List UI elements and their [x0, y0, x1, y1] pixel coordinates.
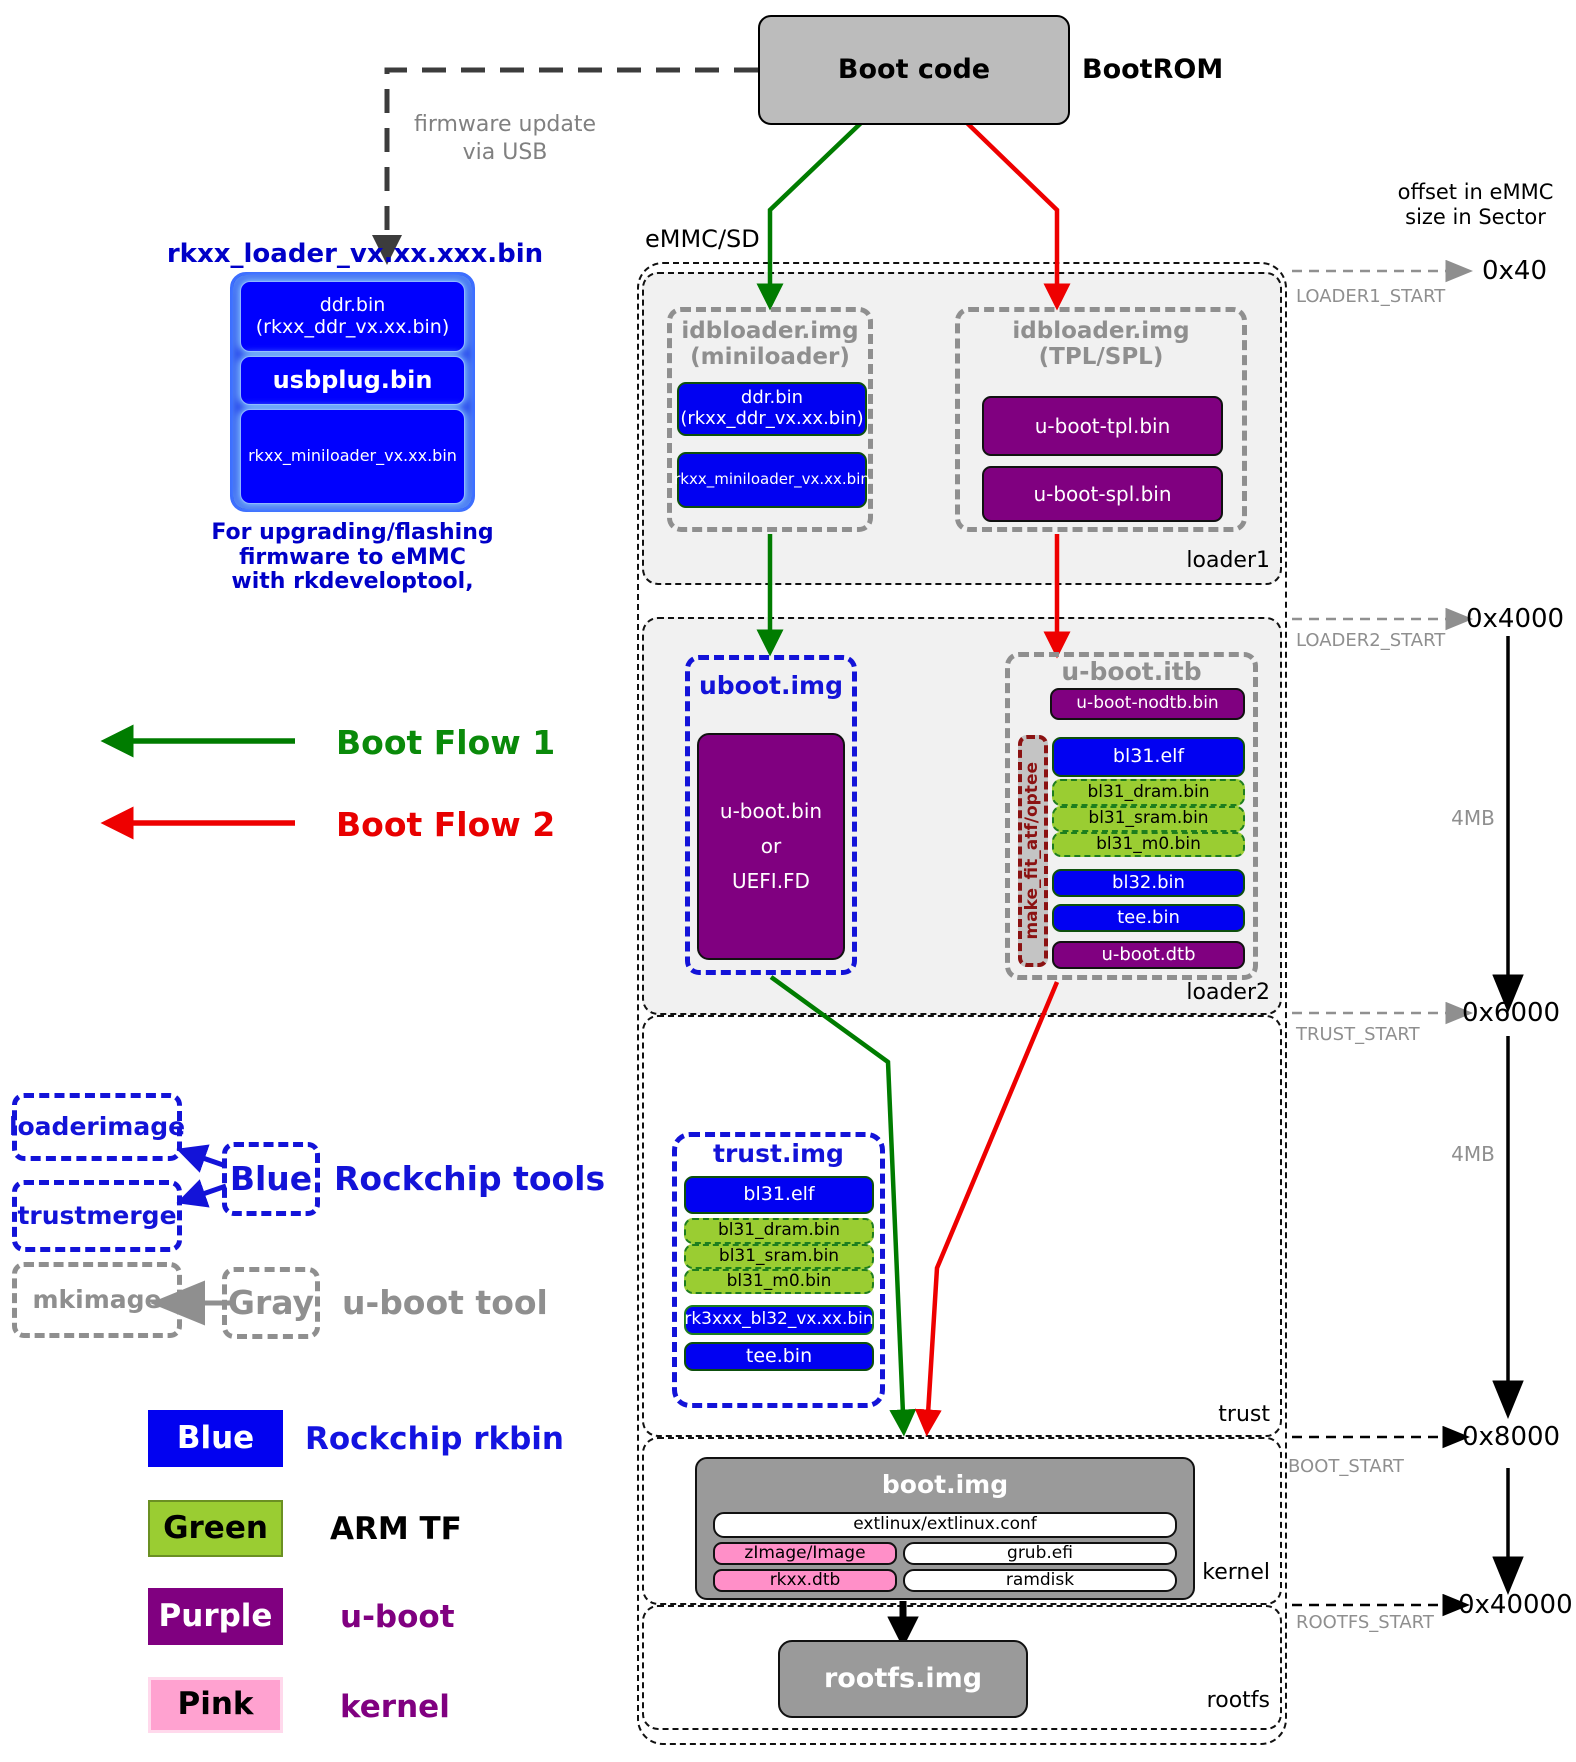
- idbloader-tpl-title-line1: idbloader.img: [1012, 317, 1190, 344]
- offset-value-0x40000: 0x40000: [1458, 1590, 1573, 1621]
- legend-purple-swatch: Purple: [148, 1588, 283, 1645]
- legend-pink-swatch: Pink: [148, 1677, 283, 1733]
- itb-bl31-sram-box: bl31_sram.bin: [1052, 806, 1245, 832]
- itb-bl31-m0-box: bl31_m0.bin: [1052, 832, 1245, 857]
- boot-code-label: Boot code: [837, 54, 991, 86]
- trust-bl31-m0-box: bl31_m0.bin: [684, 1269, 874, 1294]
- uboot-spl-box: u-boot-spl.bin: [982, 466, 1223, 522]
- rkxx-ddr-line1: ddr.bin: [319, 293, 386, 316]
- zimage-box: zImage/Image: [713, 1542, 897, 1565]
- bootrom-label: BootROM: [1082, 54, 1224, 86]
- rkxx-ddr-box: [240, 281, 465, 352]
- idbloader-mini-ddr-line1: ddr.bin: [740, 387, 804, 409]
- uboot-bin-line2: or: [760, 834, 782, 858]
- boot-img-title: boot.img: [881, 1469, 1009, 1499]
- rkxx-loader-title: rkxx_loader_vx.xx.xxx.bin: [166, 239, 544, 270]
- offset-label-rootfs-start: ROOTFS_START: [1296, 1611, 1434, 1633]
- section-label-loader1: loader1: [1186, 548, 1270, 574]
- rkxx-caption-line1: For upgrading/flashing: [211, 519, 494, 545]
- offset-value-0x40: 0x40: [1482, 256, 1548, 287]
- trust-img-title: trust.img: [713, 1138, 844, 1168]
- idbloader-mini-ddr-line2: (rkxx_ddr_vx.xx.bin): [680, 408, 864, 429]
- offset-note-line2: size in Sector: [1405, 205, 1546, 230]
- uboot-tpl-box: u-boot-tpl.bin: [982, 396, 1223, 456]
- section-label-rootfs: rootfs: [1206, 1688, 1270, 1714]
- section-label-kernel: kernel: [1202, 1560, 1270, 1586]
- rootfs-img-box: rootfs.img: [778, 1640, 1028, 1718]
- offset-label-loader2-start: LOADER2_START: [1296, 629, 1446, 651]
- offset-value-0x8000: 0x8000: [1462, 1422, 1561, 1453]
- itb-uboot-dtb-box: u-boot.dtb: [1052, 941, 1245, 969]
- legend-purple-label: u-boot: [340, 1599, 455, 1636]
- uboot-bin-line1: u-boot.bin: [719, 799, 823, 823]
- itb-tee-box: tee.bin: [1052, 904, 1245, 932]
- rockchip-tools-label: Rockchip tools: [334, 1159, 606, 1199]
- rkxx-miniloader-box: rkxx_miniloader_vx.xx.bin: [240, 409, 465, 504]
- offset-value-0x4000: 0x4000: [1466, 604, 1565, 635]
- uboot-bin-box: [697, 733, 845, 960]
- uboot-nodtb-box: u-boot-nodtb.bin: [1050, 688, 1245, 720]
- blue-tool-box: Blue: [222, 1142, 320, 1216]
- boot-flow-1-label: Boot Flow 1: [336, 723, 556, 763]
- section-label-loader2: loader2: [1186, 980, 1270, 1006]
- boot-flow-2-label: Boot Flow 2: [336, 805, 556, 845]
- gray-tool-box: Gray: [222, 1267, 320, 1339]
- rkxx-caption-line3: with rkdeveloptool,: [231, 568, 474, 594]
- uboot-bin-line3: UEFI.FD: [732, 869, 810, 893]
- firmware-update-label-line1: firmware update: [413, 112, 597, 138]
- legend-green-swatch: Green: [148, 1500, 283, 1557]
- itb-bl31-elf-box: bl31.elf: [1052, 737, 1245, 777]
- extlinux-conf-box: extlinux/extlinux.conf: [713, 1512, 1177, 1538]
- rkxx-usbplug-box: usbplug.bin: [240, 356, 465, 405]
- offset-label-boot-start: BOOT_START: [1288, 1455, 1404, 1477]
- legend-blue-swatch: Blue: [148, 1410, 283, 1467]
- itb-bl32-box: bl32.bin: [1052, 869, 1245, 897]
- size-label-4mb-loader2: 4MB: [1451, 805, 1495, 830]
- idbloader-mini-title-line1: idbloader.img: [681, 317, 859, 344]
- trust-bl31-sram-box: bl31_sram.bin: [684, 1244, 874, 1269]
- idbloader-tpl-title-line2: (TPL/SPL): [1038, 343, 1164, 370]
- rkxx-dtb-box: rkxx.dtb: [713, 1569, 897, 1592]
- offset-value-0x6000: 0x6000: [1462, 998, 1561, 1029]
- emmc-sd-label: eMMC/SD: [645, 225, 760, 254]
- legend-blue-label: Rockchip rkbin: [305, 1421, 565, 1458]
- trust-tee-box: tee.bin: [684, 1342, 874, 1371]
- offset-label-loader1-start: LOADER1_START: [1296, 285, 1446, 307]
- make-fit-atf-optee-bar: [1018, 735, 1048, 967]
- size-label-4mb-trust: 4MB: [1451, 1141, 1495, 1166]
- uboot-tool-label: u-boot tool: [342, 1283, 548, 1323]
- trust-bl32-box: rk3xxx_bl32_vx.xx.bin: [684, 1305, 874, 1335]
- trustmerge-box: trustmerge: [12, 1180, 182, 1252]
- itb-bl31-dram-box: bl31_dram.bin: [1052, 779, 1245, 806]
- offset-label-trust-start: TRUST_START: [1296, 1023, 1420, 1045]
- rkxx-caption-line2: firmware to eMMC: [239, 544, 466, 570]
- offset-note-line1: offset in eMMC: [1397, 180, 1554, 205]
- rkxx-ddr-line2: (rkxx_ddr_vx.xx.bin): [255, 315, 450, 338]
- trust-bl31-dram-box: bl31_dram.bin: [684, 1218, 874, 1244]
- loaderimage-box: loaderimage: [12, 1093, 182, 1161]
- ramdisk-box: ramdisk: [903, 1569, 1177, 1592]
- trust-bl31-elf-box: bl31.elf: [684, 1176, 874, 1214]
- legend-pink-label: kernel: [340, 1689, 450, 1726]
- legend-green-label: ARM TF: [330, 1511, 462, 1548]
- uboot-img-title: uboot.img: [698, 670, 843, 700]
- mkimage-box: mkimage: [12, 1262, 182, 1338]
- make-fit-atf-optee-label: make_fit_atf/optee: [1022, 762, 1043, 940]
- section-label-trust: trust: [1218, 1402, 1270, 1428]
- boot-code-box: [758, 15, 1070, 125]
- idbloader-mini-miniloader-box: rkxx_miniloader_vx.xx.bin: [677, 452, 867, 508]
- idbloader-mini-title-line2: (miniloader): [690, 343, 850, 370]
- idbloader-mini-ddr-box: [677, 382, 867, 436]
- firmware-update-label-line2: via USB: [462, 140, 548, 166]
- grub-efi-box: grub.efi: [903, 1542, 1177, 1565]
- uboot-itb-title: u-boot.itb: [1061, 656, 1202, 686]
